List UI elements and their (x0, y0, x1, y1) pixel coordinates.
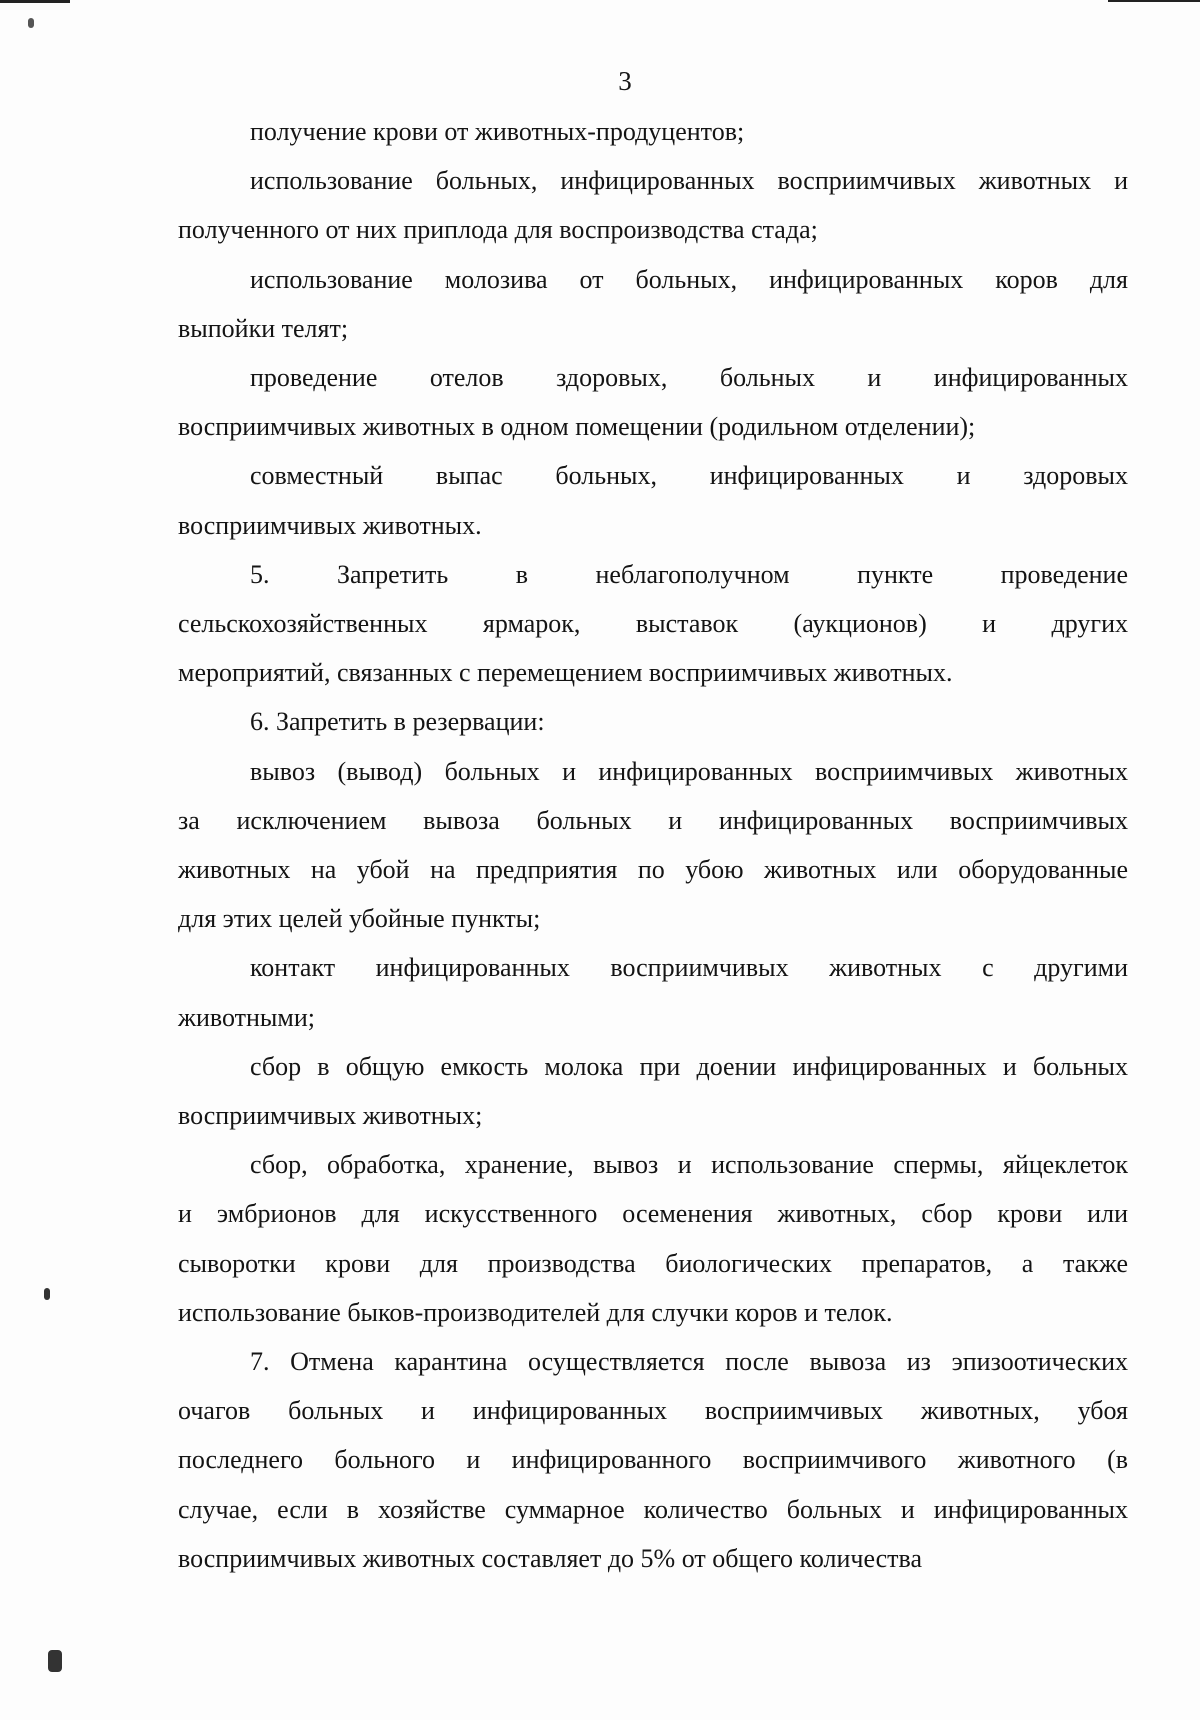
text-line: вывоз (вывод) больных и инфицированных восприимчивых животных (250, 756, 1128, 786)
text-line: использование больных, инфицированных восприимчивых животных и (250, 166, 1128, 196)
text-line: 7. Отмена карантина осуществляется после вывоза из эпизоотических (250, 1347, 1128, 1377)
text-line: использование быков-производителей для случки коров и телок. (178, 1297, 893, 1327)
text-line: случае, если в хозяйстве суммарное количество больных и инфицированных (178, 1494, 1128, 1524)
paragraph (178, 353, 1128, 451)
document-body (178, 107, 1128, 1583)
scan-mark-top-left (0, 0, 70, 3)
text-line: сыворотки крови для производства биологических препаратов, а также (178, 1248, 1128, 1278)
paragraph (178, 1337, 1128, 1583)
text-line: животными; (178, 1002, 315, 1032)
paragraph (178, 107, 1128, 156)
paragraph (178, 747, 1128, 944)
text-line: контакт инфицированных восприимчивых животных с другими (250, 953, 1128, 983)
text-line: 5. Запретить в неблагополучном пункте проведение (250, 559, 1128, 589)
paragraph (178, 451, 1128, 549)
text-line: получение крови от животных-продуцентов; (250, 117, 745, 146)
text-line: последнего больного и инфицированного восприимчивого животного (в (178, 1445, 1128, 1475)
paragraph (178, 943, 1128, 1041)
paragraph (178, 255, 1128, 353)
text-line: 6. Запретить в резервации: (250, 707, 545, 737)
text-line: восприимчивых животных составляет до 5% от общего количества (178, 1543, 923, 1573)
text-line: за исключением вывоза больных и инфицированных восприимчивых (178, 805, 1128, 835)
paragraph (178, 156, 1128, 254)
paragraph (178, 1042, 1128, 1140)
text-line: сельскохозяйственных ярмарок, выставок (аукционов) и других (178, 609, 1128, 639)
page-number: 3 (618, 66, 632, 96)
text-line: совместный выпас больных, инфицированных и здоровых (250, 461, 1128, 491)
text-line: выпойки телят; (178, 313, 349, 343)
text-line: для этих целей убойные пункты; (178, 904, 541, 934)
text-line: восприимчивых животных. (178, 510, 482, 540)
text-line: очагов больных и инфицированных восприимчивых животных, убоя (178, 1396, 1128, 1426)
text-line: сбор, обработка, хранение, вывоз и использование спермы, яйцеклеток (250, 1150, 1128, 1180)
scan-speck (48, 1650, 62, 1672)
text-line: животных на убой на предприятия по убою животных или оборудованные (178, 855, 1128, 885)
text-line: и эмбрионов для искусственного осеменения животных, сбор крови или (178, 1199, 1128, 1229)
scan-mark-top-right (1108, 0, 1200, 2)
text-line: полученного от них приплода для воспроизводства стада; (178, 215, 818, 245)
text-line: мероприятий, связанных с перемещением восприимчивых животных. (178, 658, 953, 688)
scan-speck (28, 18, 34, 28)
text-line: восприимчивых животных в одном помещении (родильном отделении); (178, 412, 976, 442)
paragraph (178, 697, 1128, 746)
text-line: сбор в общую емкость молока при доении инфицированных и больных (250, 1051, 1128, 1081)
text-line: использование молозива от больных, инфицированных коров для (250, 264, 1128, 294)
paragraph (178, 1140, 1128, 1337)
paragraph (178, 550, 1128, 698)
scan-speck (44, 1288, 50, 1300)
text-line: восприимчивых животных; (178, 1101, 483, 1131)
text-line: проведение отелов здоровых, больных и инфицированных (250, 363, 1128, 393)
